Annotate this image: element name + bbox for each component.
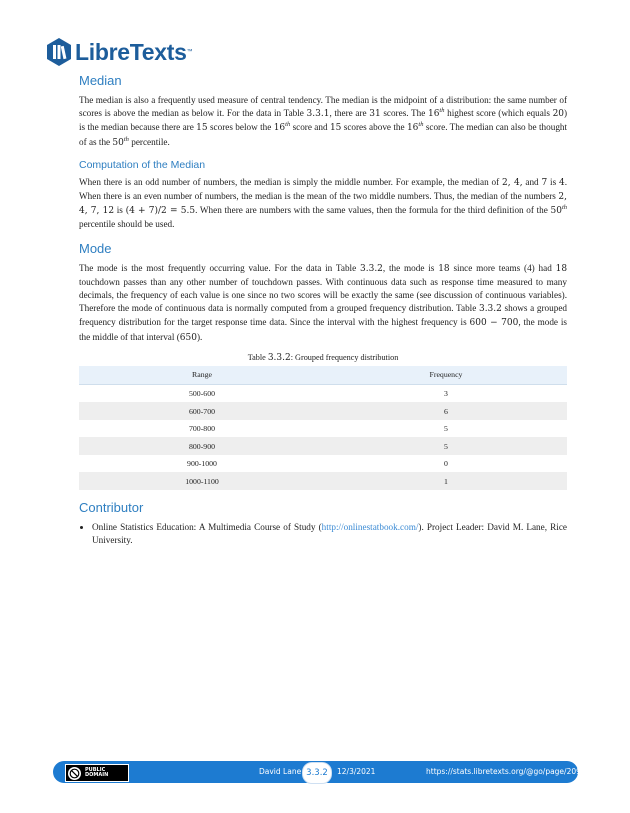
footer-date: 12/3/2021 (337, 767, 376, 776)
section-heading-median: Median (79, 73, 122, 88)
subsection-heading-computation: Computation of the Median (79, 158, 206, 171)
paragraph-computation: When there is an odd number of numbers, the median is simply the middle number. For example, the median of 2, 4, and 7 is 4. When there is an even number of numbers, the median is the mean of the two middle numbers. Thus, the median of the numbers 2, 4, 7, 12 is (4 + 7)/2 = 5.5. When there are numbers with the same values, then the formula for the third definition of the 50th percentile should be used. (79, 176, 568, 230)
range-cell: 600-700 (79, 402, 325, 420)
footer-author: David Lane (259, 767, 302, 776)
table-row (79, 402, 567, 420)
onlinestatbook-link[interactable]: http://onlinestatbook.com/ (321, 521, 419, 532)
table-caption: Table 3.3.2: Grouped frequency distribution (247, 352, 399, 363)
range-cell: 900-1000 (187, 459, 217, 469)
section-heading-mode: Mode (79, 240, 112, 256)
frequency-cell: 3 (444, 389, 448, 399)
frequency-cell: 5 (325, 437, 567, 455)
libretexts-logo-icon (46, 37, 72, 67)
list-item: • Online Statistics Education: A Multimedia Course of Study (http://onlinestatbook.com/). Project Leader: David M. Lane, Rice University. (92, 521, 567, 547)
table-row (79, 455, 567, 473)
section-heading-contributor: Contributor (79, 499, 144, 515)
range-cell: 800-900 (79, 437, 325, 455)
public-domain-badge[interactable] (65, 764, 129, 782)
column-header-frequency: Frequency (325, 366, 567, 385)
table-row (79, 472, 567, 490)
libretexts-logo[interactable] (46, 37, 193, 67)
range-cell: 500-600 (189, 389, 215, 399)
frequency-cell: 0 (444, 459, 448, 469)
footer-url[interactable]: https://stats.libretexts.org/@go/page/2091 (426, 767, 586, 776)
contributor-list (79, 521, 567, 547)
frequency-cell: 5 (444, 424, 448, 434)
table-row (79, 420, 567, 438)
public-domain-icon (68, 767, 81, 780)
frequency-cell: 6 (325, 402, 567, 420)
logo-text: LibreTexts (75, 38, 187, 65)
table-row (79, 437, 567, 455)
paragraph-median: The median is also a frequently used measure of central tendency. The median is the midpoint of a distribution: the same number of scores is above the median as below it. For the data in Table 3.3.1, there are 31 scores. The 16th highest score (which equals 20) is the median because there are 15 scores below the 16th score and 15 scores above the 16th score. The median can also be thought of as the 50th percentile. (79, 95, 568, 148)
page-footer (53, 761, 586, 783)
range-cell: 1000-1100 (79, 472, 325, 490)
column-header-range: Range (79, 366, 325, 385)
logo-trademark: ™ (186, 49, 193, 55)
table-header-row (79, 366, 567, 385)
license-text: PUBLIC DOMAIN (85, 766, 109, 778)
footer-page-number: 3.3.2 (302, 762, 332, 784)
frequency-cell: 1 (325, 472, 567, 490)
paragraph-mode: The mode is the most frequently occurring value. For the data in Table 3.3.2, the mode is 18 since more teams (4) had 18 touchdown passes than any other number of touchdown passes. With continuous data such as response time measured to many decimals, the frequency of each value is one since no two scores will be exactly the same (see discussion of continuous variables). Therefore the mode of continuous data is normally computed from a grouped frequency distribution. Table 3.3.2 shows a grouped frequency distribution for the target response time data. Since the interval with the highest frequency is 600 − 700, the mode is the middle of that interval (650). (79, 262, 568, 343)
page-content (79, 72, 567, 547)
frequency-table (79, 366, 567, 490)
range-cell: 700-800 (189, 424, 215, 434)
table-row (79, 384, 567, 402)
